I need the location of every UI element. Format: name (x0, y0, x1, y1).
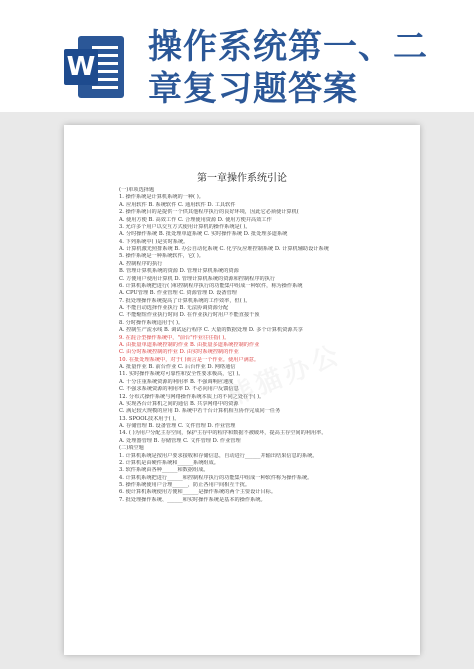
document-line: 13. SPOOL技术用于( )。 (119, 415, 180, 422)
word-logo-letter: W (64, 49, 98, 85)
title-line-2: 章复习题答案 (148, 69, 358, 109)
document-title: 第一章操作系统引论 (197, 173, 287, 184)
document-line: A. 计算机激光照排系统 B. 办公自动化系统 C. 化学反应堆控制系统 D. 计算机辅助设计系统 (119, 246, 329, 252)
document-line: 10. 在批处理系统中，对于( )而言是一个作业。使用户满意。 (119, 356, 260, 363)
document-line: 3. 允许多个用户以交互方式使用计算机的操作系统是( )。 (119, 223, 251, 230)
document-line: A. 十分注重系统资源的利用率 B. 不强调响应速度 (119, 378, 234, 385)
word-icon (64, 36, 126, 98)
document-line: 4. 下列系统中( )是实时系统。 (119, 238, 189, 245)
document-line: C. 由分时系统控制的作业 D. 由实时系统控制的作业 (119, 349, 239, 356)
document-line: 1. 计算机系统是按用户要求接收和存储信息，自动进行______并输出结果信息的系统。 (119, 452, 318, 459)
document-line: 12. 分布式操作系统与网络操作系统本质上的不同之处在于( )。 (119, 393, 265, 400)
document-line: 11. 实时操作系统对可靠性和安全性要求极高，它( )。 (119, 371, 244, 378)
document-line: 14. ( )为用户分配主存空间，保护主存中的程序和数据不被破坏，提高主存空间的利用率。 (119, 430, 327, 437)
watermark: 熊猫办公 (223, 339, 347, 413)
document-line: 2. 操作系统目的是提供一个供其他程序执行的良好环境，因此它必须使计算机( (119, 209, 299, 216)
document-line: A. 控制程序的执行 (119, 260, 163, 267)
document-line: A. 分时操作系统 B. 批处理单道系统 C. 实时操作系统 D. 批处理多道系统 (119, 231, 288, 238)
document-line: A. 实现各台计算机之间的通信 B. 共享网络中的资源 (119, 400, 239, 407)
document-line: B. 管理计算机系统的资源 D. 管理计算机系统的资源 (119, 268, 239, 275)
document-line: 5. 操作系统是一种系统软件，它( )。 (119, 253, 204, 260)
document-line: 3. 软件系统由各种______和数据组成。 (119, 467, 209, 474)
document-line: 2. 计算机是由硬件系统和______系统组成。 (119, 459, 219, 466)
document-line: 6. 使计算机系统使用方便和______是操作系统的两个主要设计目标。 (119, 489, 277, 496)
document-line: 5. 操作系统使用户合理______，防止各用户间相互干扰。 (119, 482, 251, 488)
document-page[interactable] (64, 125, 420, 655)
document-body (119, 187, 379, 504)
document-line: A. 应用软件 B. 系统软件 C. 通用软件 D. 工具软件 (119, 201, 236, 208)
document-line: A. 由批量单道系统控制的作业 B. 由批量多道系统控制的作业 (119, 341, 260, 348)
document-line: A. 存储管理 B. 设备管理 C. 文件管理 D. 作业管理 (119, 423, 236, 429)
document-line: 6. 计算机系统把进行( )和控制程序执行的功能集中组成一种软件，称为操作系统 (119, 282, 303, 289)
document-line: (二)填空题 (119, 445, 144, 452)
page-title (148, 26, 468, 110)
document-line: 1. 操作系统是计算机系统的一种( )。 (119, 194, 204, 201)
document-line: A. 使用方便 B. 高效工作 C. 合理使用资源 D. 使用方便并高效工作 (119, 216, 272, 223)
document-line: C. 方便用户使用计算机 D. 管理计算机系统的资源和控制程序的执行 (119, 275, 276, 282)
document-line: A. CPU管理 B. 作业管理 C. 资源管理 D. 设备管理 (119, 290, 237, 297)
document-line: 9. 在混合型操作系统中，"前台"作业往往指( )。 (119, 334, 230, 341)
document-line: 4. 计算机系统把进行______和控制程序执行的功能集中组成一种软件称为操作系统。 (119, 474, 313, 481)
document-line: C. 不强求系统资源的利用率 D. 不必向用户反馈信息 (119, 386, 239, 393)
document-line: C. 不能缩短作业执行时间 D. 在作业执行时用户不能直接干预 (119, 312, 260, 319)
document-line: 7. 批处理操作系统、______和实时操作系统是基本的操作系统。 (119, 496, 266, 503)
document-line: C. 满足较大规模的应用 D. 系统中若干台计算机相互协作完成同一任务 (119, 408, 281, 415)
header-banner (0, 0, 474, 112)
document-line: 7. 批处理操作系统提高了计算机系统的工作效率，但( )。 (119, 297, 251, 304)
document-line: A. 不能自动选择作业执行 B. 无法协调资源分配 (119, 305, 229, 311)
document-line: 8. 分时操作系统适用于( )。 (119, 319, 184, 326)
title-line-1: 操作系统第一、二 (148, 27, 428, 67)
document-line: A. 处理器管理 B. 存储管理 C. 文件管理 D. 作业管理 (119, 437, 241, 444)
document-line: A. 控制生产流水线 B. 调试运行程序 C. 大量的数据处理 D. 多个计算机资源共享 (119, 327, 303, 334)
document-line: (一)单项选择题 (119, 187, 155, 193)
document-line: A. 批量作业 B. 前台作业 C. 后台作业 D. 网络通信 (119, 364, 236, 370)
